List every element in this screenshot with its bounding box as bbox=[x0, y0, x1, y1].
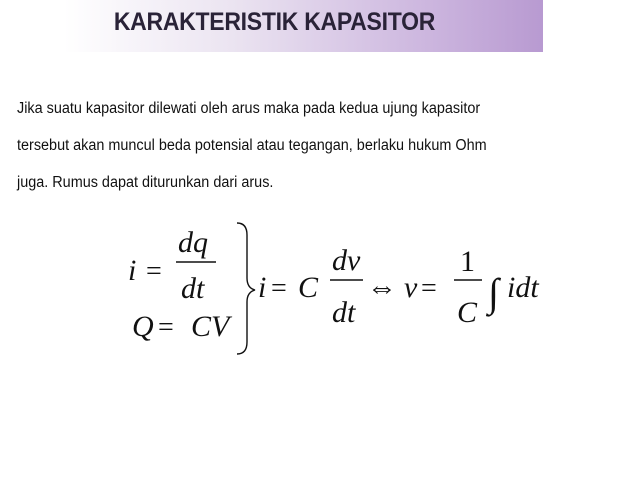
eq1-lhs-i: i bbox=[128, 254, 137, 287]
eq2-rhs: CV bbox=[191, 310, 230, 343]
paragraph-line-2: tersebut akan muncul beda potensial atau tegangan, berlaku hukum Ohm bbox=[17, 137, 487, 154]
c-denominator: C bbox=[457, 296, 478, 329]
rhs-denominator: dt bbox=[332, 296, 356, 329]
iff-arrow: ⇔ bbox=[367, 271, 397, 304]
slide-title: KARAKTERISTIK KAPASITOR bbox=[113, 8, 436, 36]
rhs-v: v bbox=[404, 271, 418, 304]
integral-sign: ∫ bbox=[488, 270, 499, 315]
rhs-c: C bbox=[298, 271, 319, 304]
paragraph-line-1: Jika suatu kapasitor dilewati oleh arus maka pada kedua ujung kapasitor bbox=[17, 100, 481, 117]
eq1-equals: = bbox=[146, 256, 162, 287]
rhs-numerator: dv bbox=[332, 244, 361, 277]
rhs-i: i bbox=[258, 271, 267, 304]
eq2-equals: = bbox=[158, 312, 174, 343]
rhs-equals-2: = bbox=[421, 273, 437, 304]
rhs-equals-1: = bbox=[271, 273, 287, 304]
integrand: idt bbox=[507, 271, 539, 304]
paragraph-line-3: juga. Rumus dapat diturunkan dari arus. bbox=[17, 174, 274, 191]
one-numerator: 1 bbox=[460, 245, 475, 278]
eq2-lhs-q: Q bbox=[132, 310, 154, 343]
eq1-numerator: dq bbox=[178, 226, 208, 259]
eq1-denominator: dt bbox=[181, 272, 205, 305]
right-brace bbox=[237, 223, 255, 354]
